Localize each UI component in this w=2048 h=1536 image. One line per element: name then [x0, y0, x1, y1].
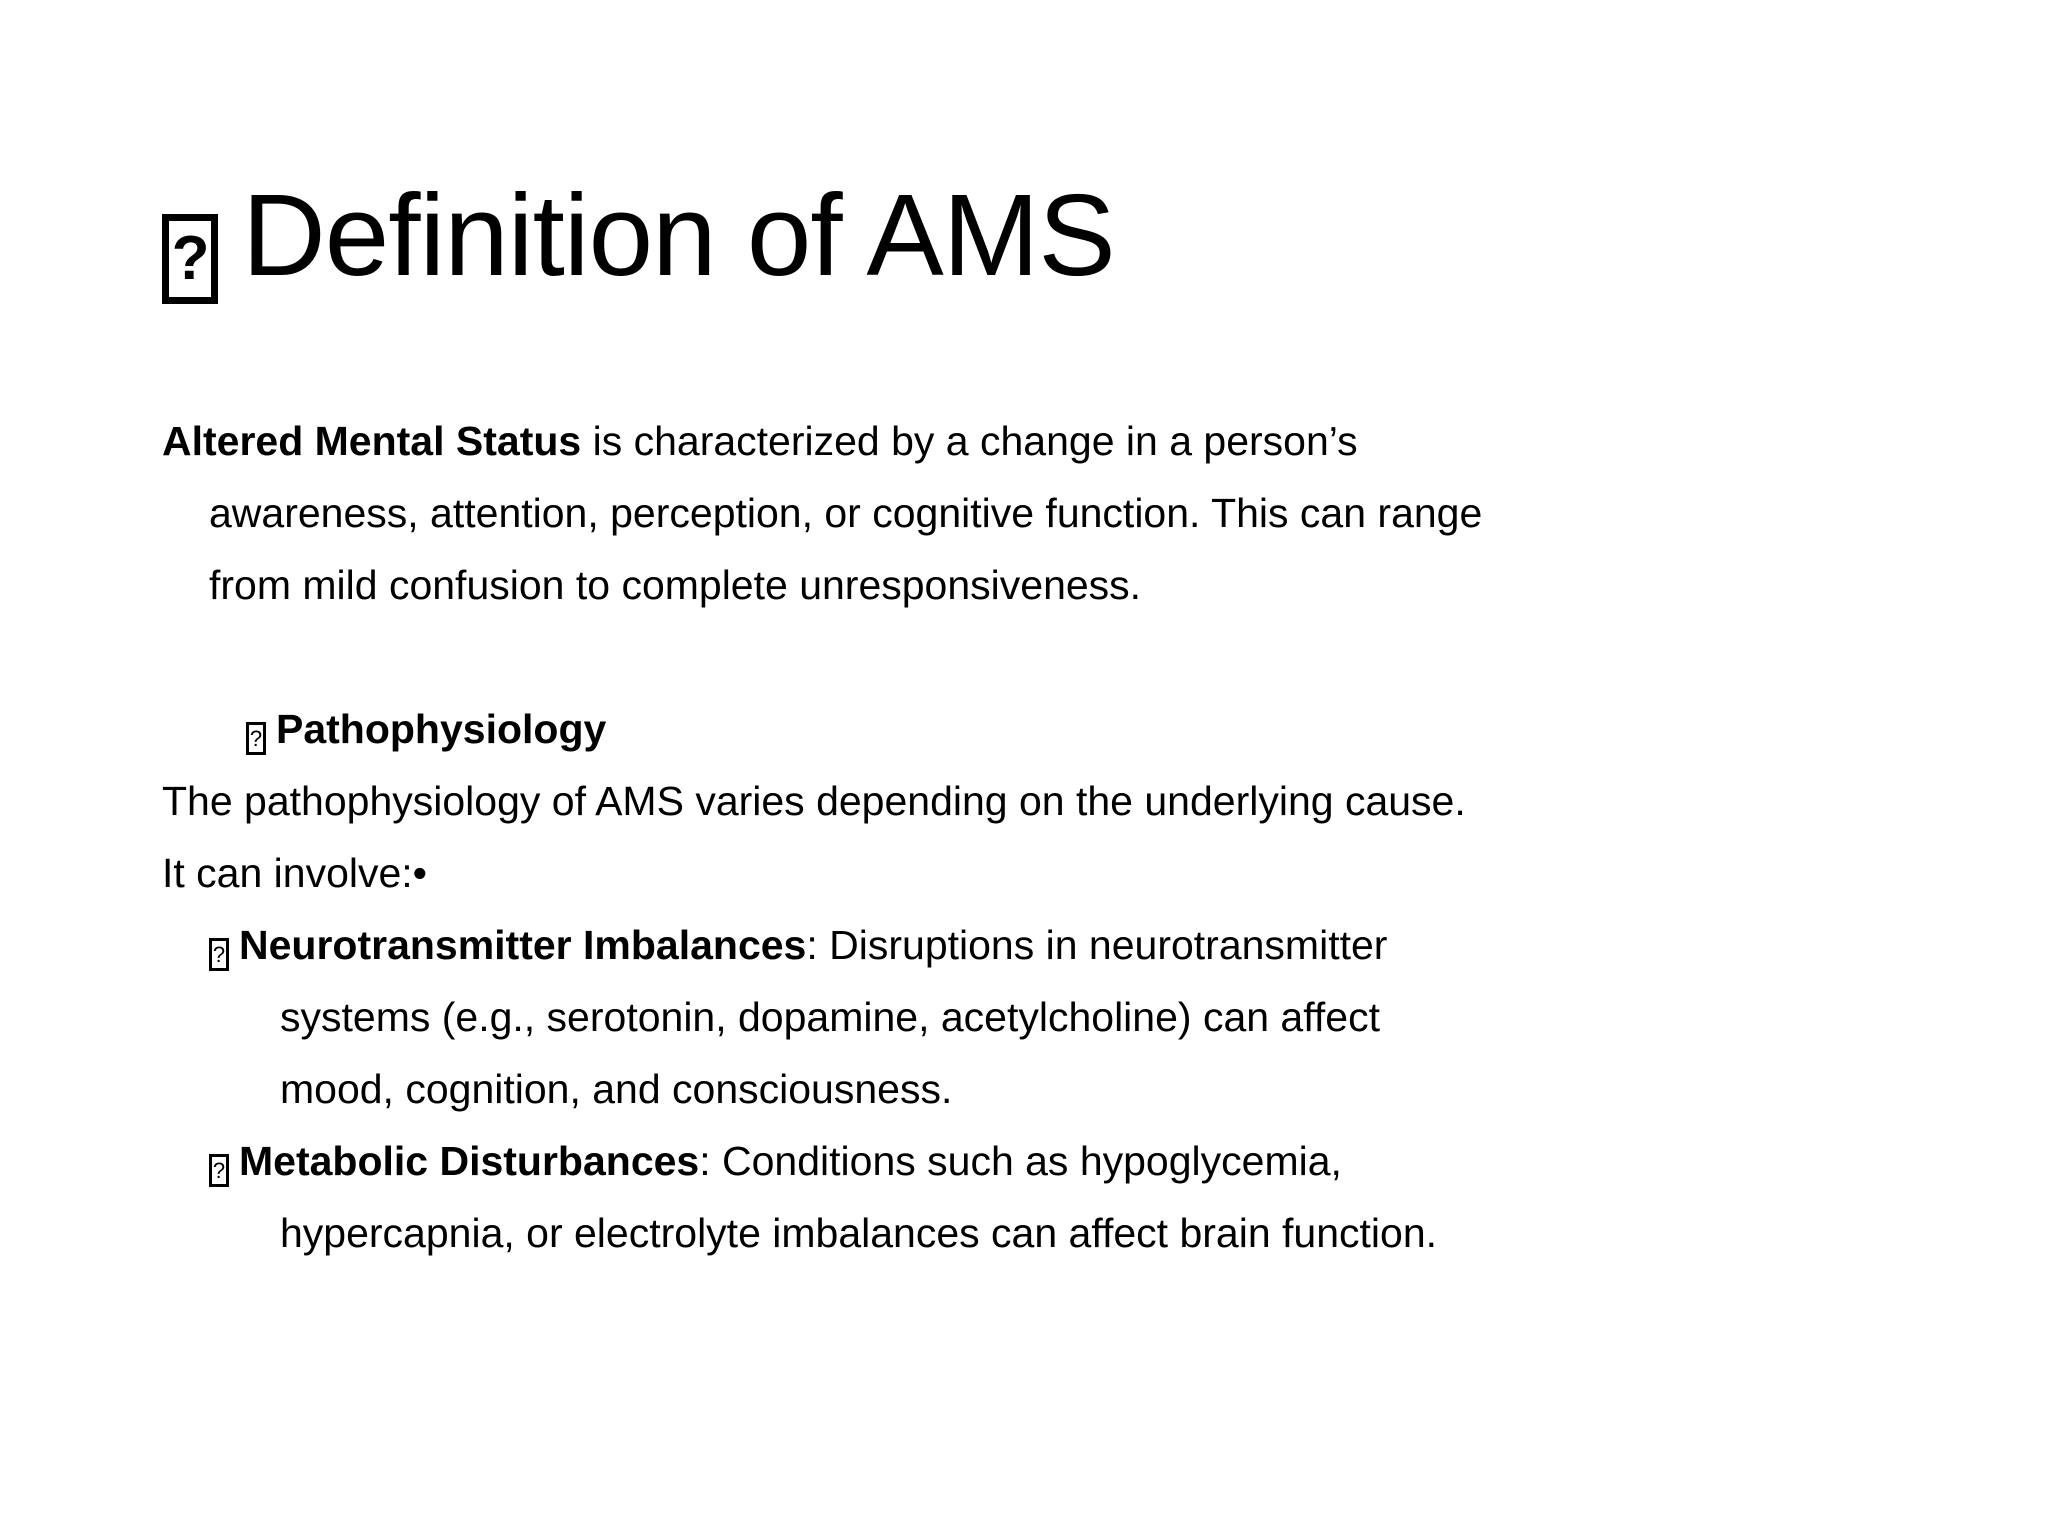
definition-line-1 — [162, 405, 1358, 477]
missing-glyph-icon: ? — [209, 938, 229, 971]
definition-line-2: awareness, attention, perception, or cognitive function. This can range — [209, 490, 1483, 536]
list-item-2-line-1 — [209, 1125, 1342, 1197]
slide-title-text: Definition of AMS — [242, 170, 1115, 300]
intro-line-1: The pathophysiology of AMS varies depending on the underlying cause. — [162, 778, 1466, 824]
missing-glyph-icon: ? — [162, 214, 218, 304]
definition-line-3: from mild confusion to complete unresponsiveness. — [209, 562, 1142, 608]
list-item-term: Metabolic Disturbances — [239, 1138, 700, 1184]
list-item-text: : Conditions such as hypoglycemia, — [699, 1138, 1342, 1184]
section-heading — [246, 693, 606, 765]
missing-glyph-icon: ? — [209, 1154, 229, 1187]
list-item-1-line-3: mood, cognition, and consciousness. — [280, 1066, 953, 1112]
list-item-2-line-2: hypercapnia, or electrolyte imbalances can affect brain function. — [280, 1210, 1438, 1256]
slide-title — [162, 160, 1115, 310]
list-item-term: Neurotransmitter Imbalances — [239, 922, 807, 968]
list-item-1-line-1 — [209, 909, 1387, 981]
list-item-text: : Disruptions in neurotransmitter — [806, 922, 1388, 968]
section-heading-text: Pathophysiology — [276, 706, 607, 752]
list-item-1-line-2: systems (e.g., serotonin, dopamine, acetylcholine) can affect — [280, 994, 1380, 1040]
definition-text: is characterized by a change in a person’s — [581, 418, 1358, 464]
missing-glyph-icon: ? — [246, 722, 266, 755]
intro-line-2: It can involve:• — [162, 850, 428, 896]
definition-term: Altered Mental Status — [162, 418, 582, 464]
